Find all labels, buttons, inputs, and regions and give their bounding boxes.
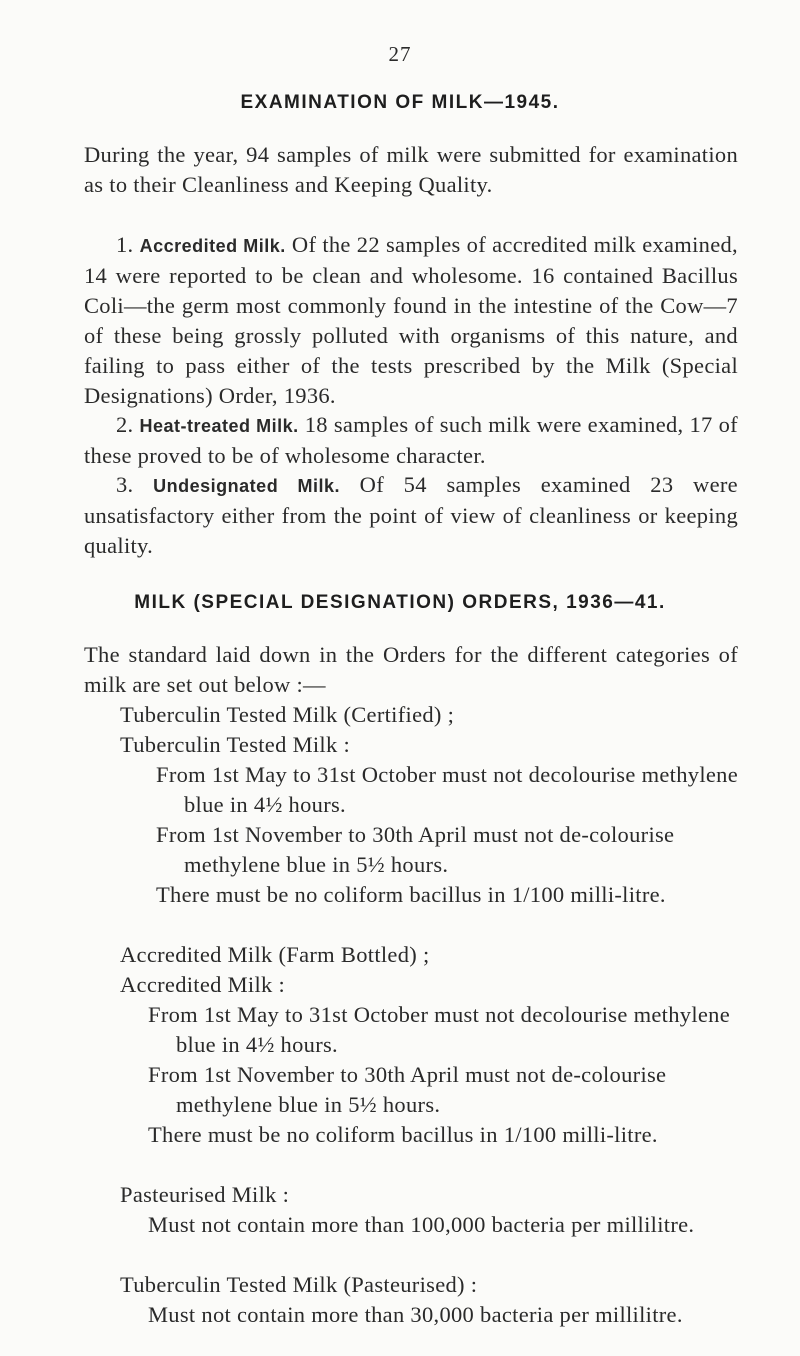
item-text: Of 54 samples examined 23 were unsatisfactory either from the point of view of cleanliness or keeping quality. <box>84 472 738 558</box>
item-run-in-heading: Undesignated Milk. <box>153 476 340 496</box>
category-title: Tuberculin Tested Milk : <box>120 732 351 757</box>
requirement-item: Must not contain more than 30,000 bacteria per millilitre. <box>148 1302 683 1327</box>
requirement-item: From 1st May to 31st October must not decolourise methylene blue in 4½ hours. <box>156 762 738 817</box>
requirement-item: There must be no coliform bacillus in 1/100 milli-litre. <box>156 882 666 907</box>
requirement-item: Must not contain more than 100,000 bacteria per millilitre. <box>148 1212 695 1237</box>
item-accredited-milk <box>84 230 738 411</box>
category-title: Tuberculin Tested Milk (Pasteurised) : <box>120 1272 478 1297</box>
intro-paragraph: During the year, 94 samples of milk were submitted for examination as to their Cleanliness and Keeping Quality. <box>84 142 738 197</box>
category-title: Tuberculin Tested Milk (Certified) ; <box>120 702 455 727</box>
requirement-item: There must be no coliform bacillus in 1/100 milli-litre. <box>148 1122 658 1147</box>
item-number: 1. <box>116 232 134 257</box>
requirement-item: From 1st May to 31st October must not decolourise methylene blue in 4½ hours. <box>148 1002 730 1057</box>
item-undesignated-milk <box>84 470 738 561</box>
page-number: 27 <box>388 42 412 66</box>
category-title: Accredited Milk : <box>120 972 286 997</box>
category-title: Pasteurised Milk : <box>120 1182 290 1207</box>
item-text: 18 samples of such milk were examined, 17 of these proved to be of wholesome character. <box>84 412 738 468</box>
requirement-item: From 1st November to 30th April must not de-colourise methylene blue in 5½ hours. <box>148 1062 667 1117</box>
item-run-in-heading: Accredited Milk. <box>139 236 286 256</box>
standard-intro: The standard laid down in the Orders for the different categories of milk are set out below :— <box>84 642 738 697</box>
item-number: 3. <box>116 472 134 497</box>
category-title: Accredited Milk (Farm Bottled) ; <box>120 942 430 967</box>
item-heat-treated-milk <box>84 410 738 471</box>
section-heading-designation-orders: MILK (SPECIAL DESIGNATION) ORDERS, 1936—41. <box>134 592 666 613</box>
item-number: 2. <box>116 412 134 437</box>
section-heading-examination: EXAMINATION OF MILK—1945. <box>240 92 560 113</box>
requirement-item: From 1st November to 30th April must not de-colourise methylene blue in 5½ hours. <box>156 822 675 877</box>
item-run-in-heading: Heat-treated Milk. <box>139 416 299 436</box>
item-text: Of the 22 samples of accredited milk examined, 14 were reported to be clean and wholesome. 16 contained Bacillus Coli—the germ most commonly found in the intestine of the Cow—7 of these being grossly polluted with organisms of this nature, and failing to pass either of the tests prescribed by the Milk (Special Designations) Order, 1936. <box>84 232 738 408</box>
